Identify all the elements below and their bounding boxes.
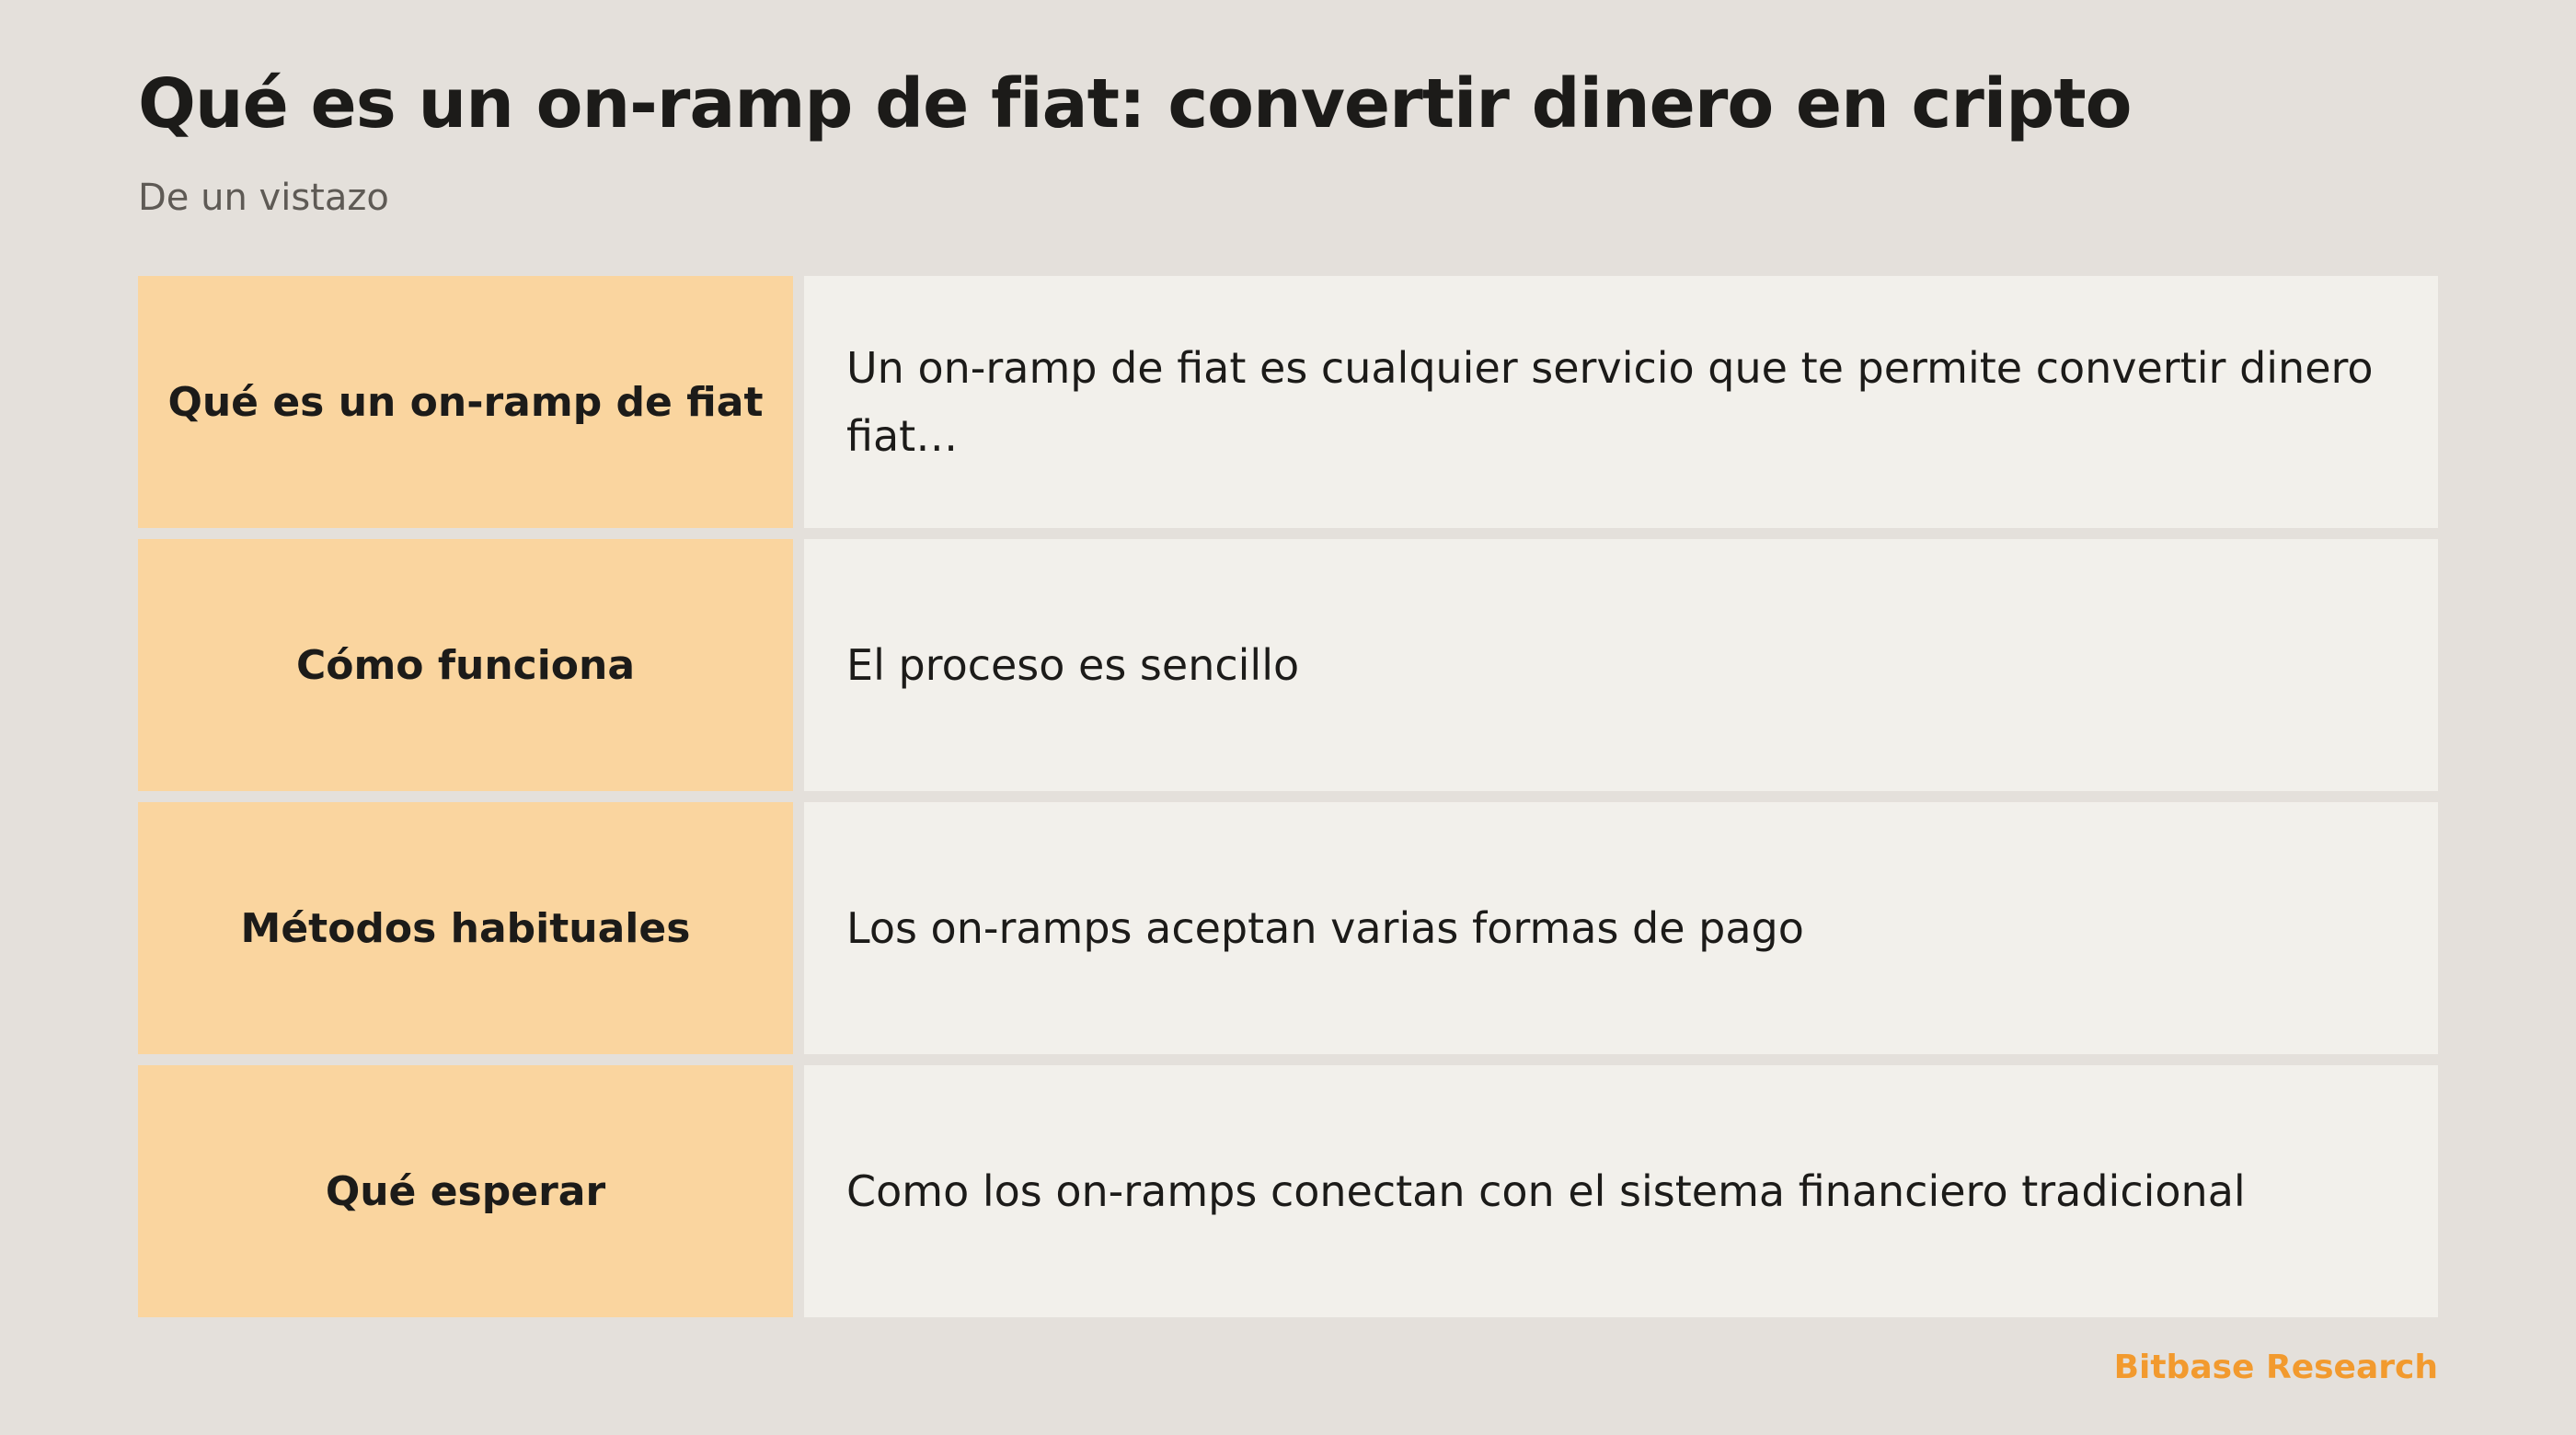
table-row [138, 539, 2438, 791]
row-value: Como los on-ramps conectan con el sistema financiero tradicional [804, 1065, 2438, 1317]
row-label: Cómo funciona [138, 539, 793, 791]
row-label: Qué es un on-ramp de fiat [138, 276, 793, 528]
summary-table [138, 276, 2438, 1317]
brand-footer: Bitbase Research [2113, 1349, 2438, 1386]
table-row [138, 276, 2438, 528]
row-value: El proceso es sencillo [804, 539, 2438, 791]
row-value: Los on-ramps aceptan varias formas de pago [804, 802, 2438, 1054]
table-row [138, 1065, 2438, 1317]
row-value: Un on-ramp de fiat es cualquier servicio que te permite convertir dinero fiat… [804, 276, 2438, 528]
page-subtitle: De un vistazo [138, 177, 389, 219]
page [138, 0, 2438, 1435]
row-label: Métodos habituales [138, 802, 793, 1054]
page-title: Qué es un on-ramp de fiat: convertir dinero en cripto [138, 64, 2132, 144]
table-row [138, 802, 2438, 1054]
row-label: Qué esperar [138, 1065, 793, 1317]
